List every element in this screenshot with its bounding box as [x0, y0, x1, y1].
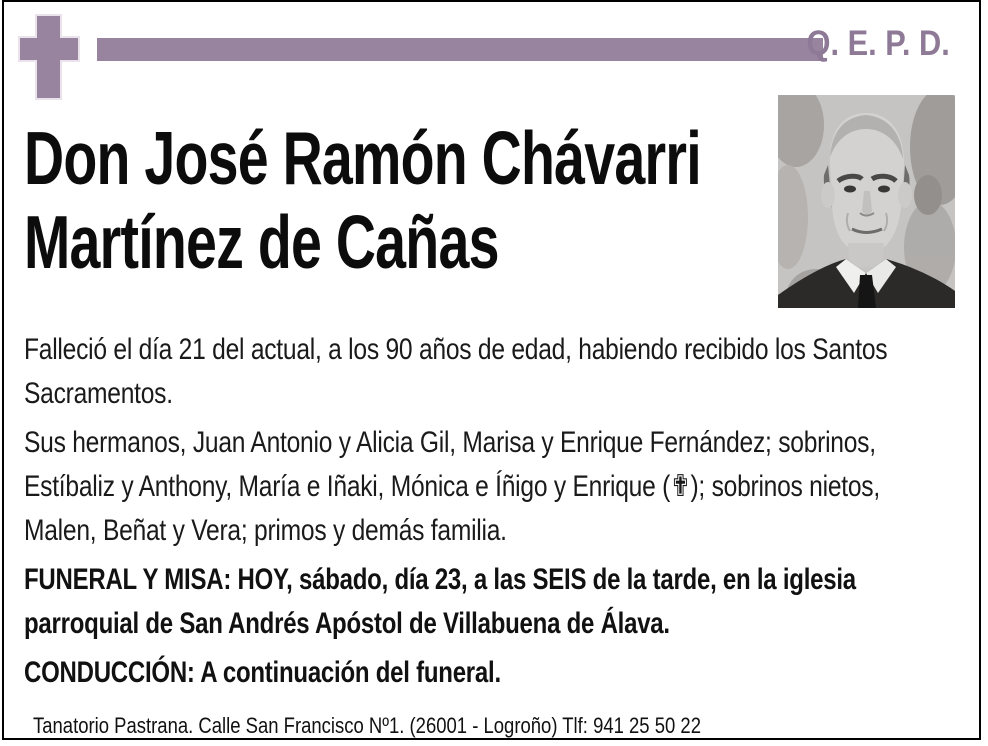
paragraph-funeral-info: FUNERAL Y MISA: HOY, sábado, día 23, a las SEIS de la tarde, en la iglesia parroquial de San Andrés Apóstol de Villabuena de Álava.	[24, 563, 856, 640]
obituary-body	[24, 328, 964, 700]
paragraph-death-notice: Falleció el día 21 del actual, a los 90 años de edad, habiendo recibido los Santos Sacramentos.	[24, 333, 888, 410]
paragraph-conduccion-info: CONDUCCIÓN: A continuación del funeral.	[24, 656, 501, 689]
deceased-name-line1: Don José Ramón Chávarri	[24, 116, 701, 200]
paragraph-family: Sus hermanos, Juan Antonio y Alicia Gil, Marisa y Enrique Fernández; sobrinos, Estíbaliz y Anthony, María e Iñaki, Mónica e Íñigo y Enrique (✟); sobrinos nietos, Malen, Beñat y Vera; primos y demás familia.	[24, 426, 880, 547]
latin-cross-icon	[18, 14, 80, 100]
funeral-home-contact: Tanatorio Pastrana. Calle San Francisco Nº1. (26001 - Logroño) Tlf: 941 25 50 22	[33, 713, 701, 738]
deceased-name	[24, 116, 784, 284]
portrait-photo	[778, 95, 955, 308]
deceased-name-line2: Martínez de Cañas	[24, 200, 499, 284]
qepd-label: Q. E. P. D.	[806, 24, 950, 63]
header-rule-bar	[97, 38, 823, 61]
